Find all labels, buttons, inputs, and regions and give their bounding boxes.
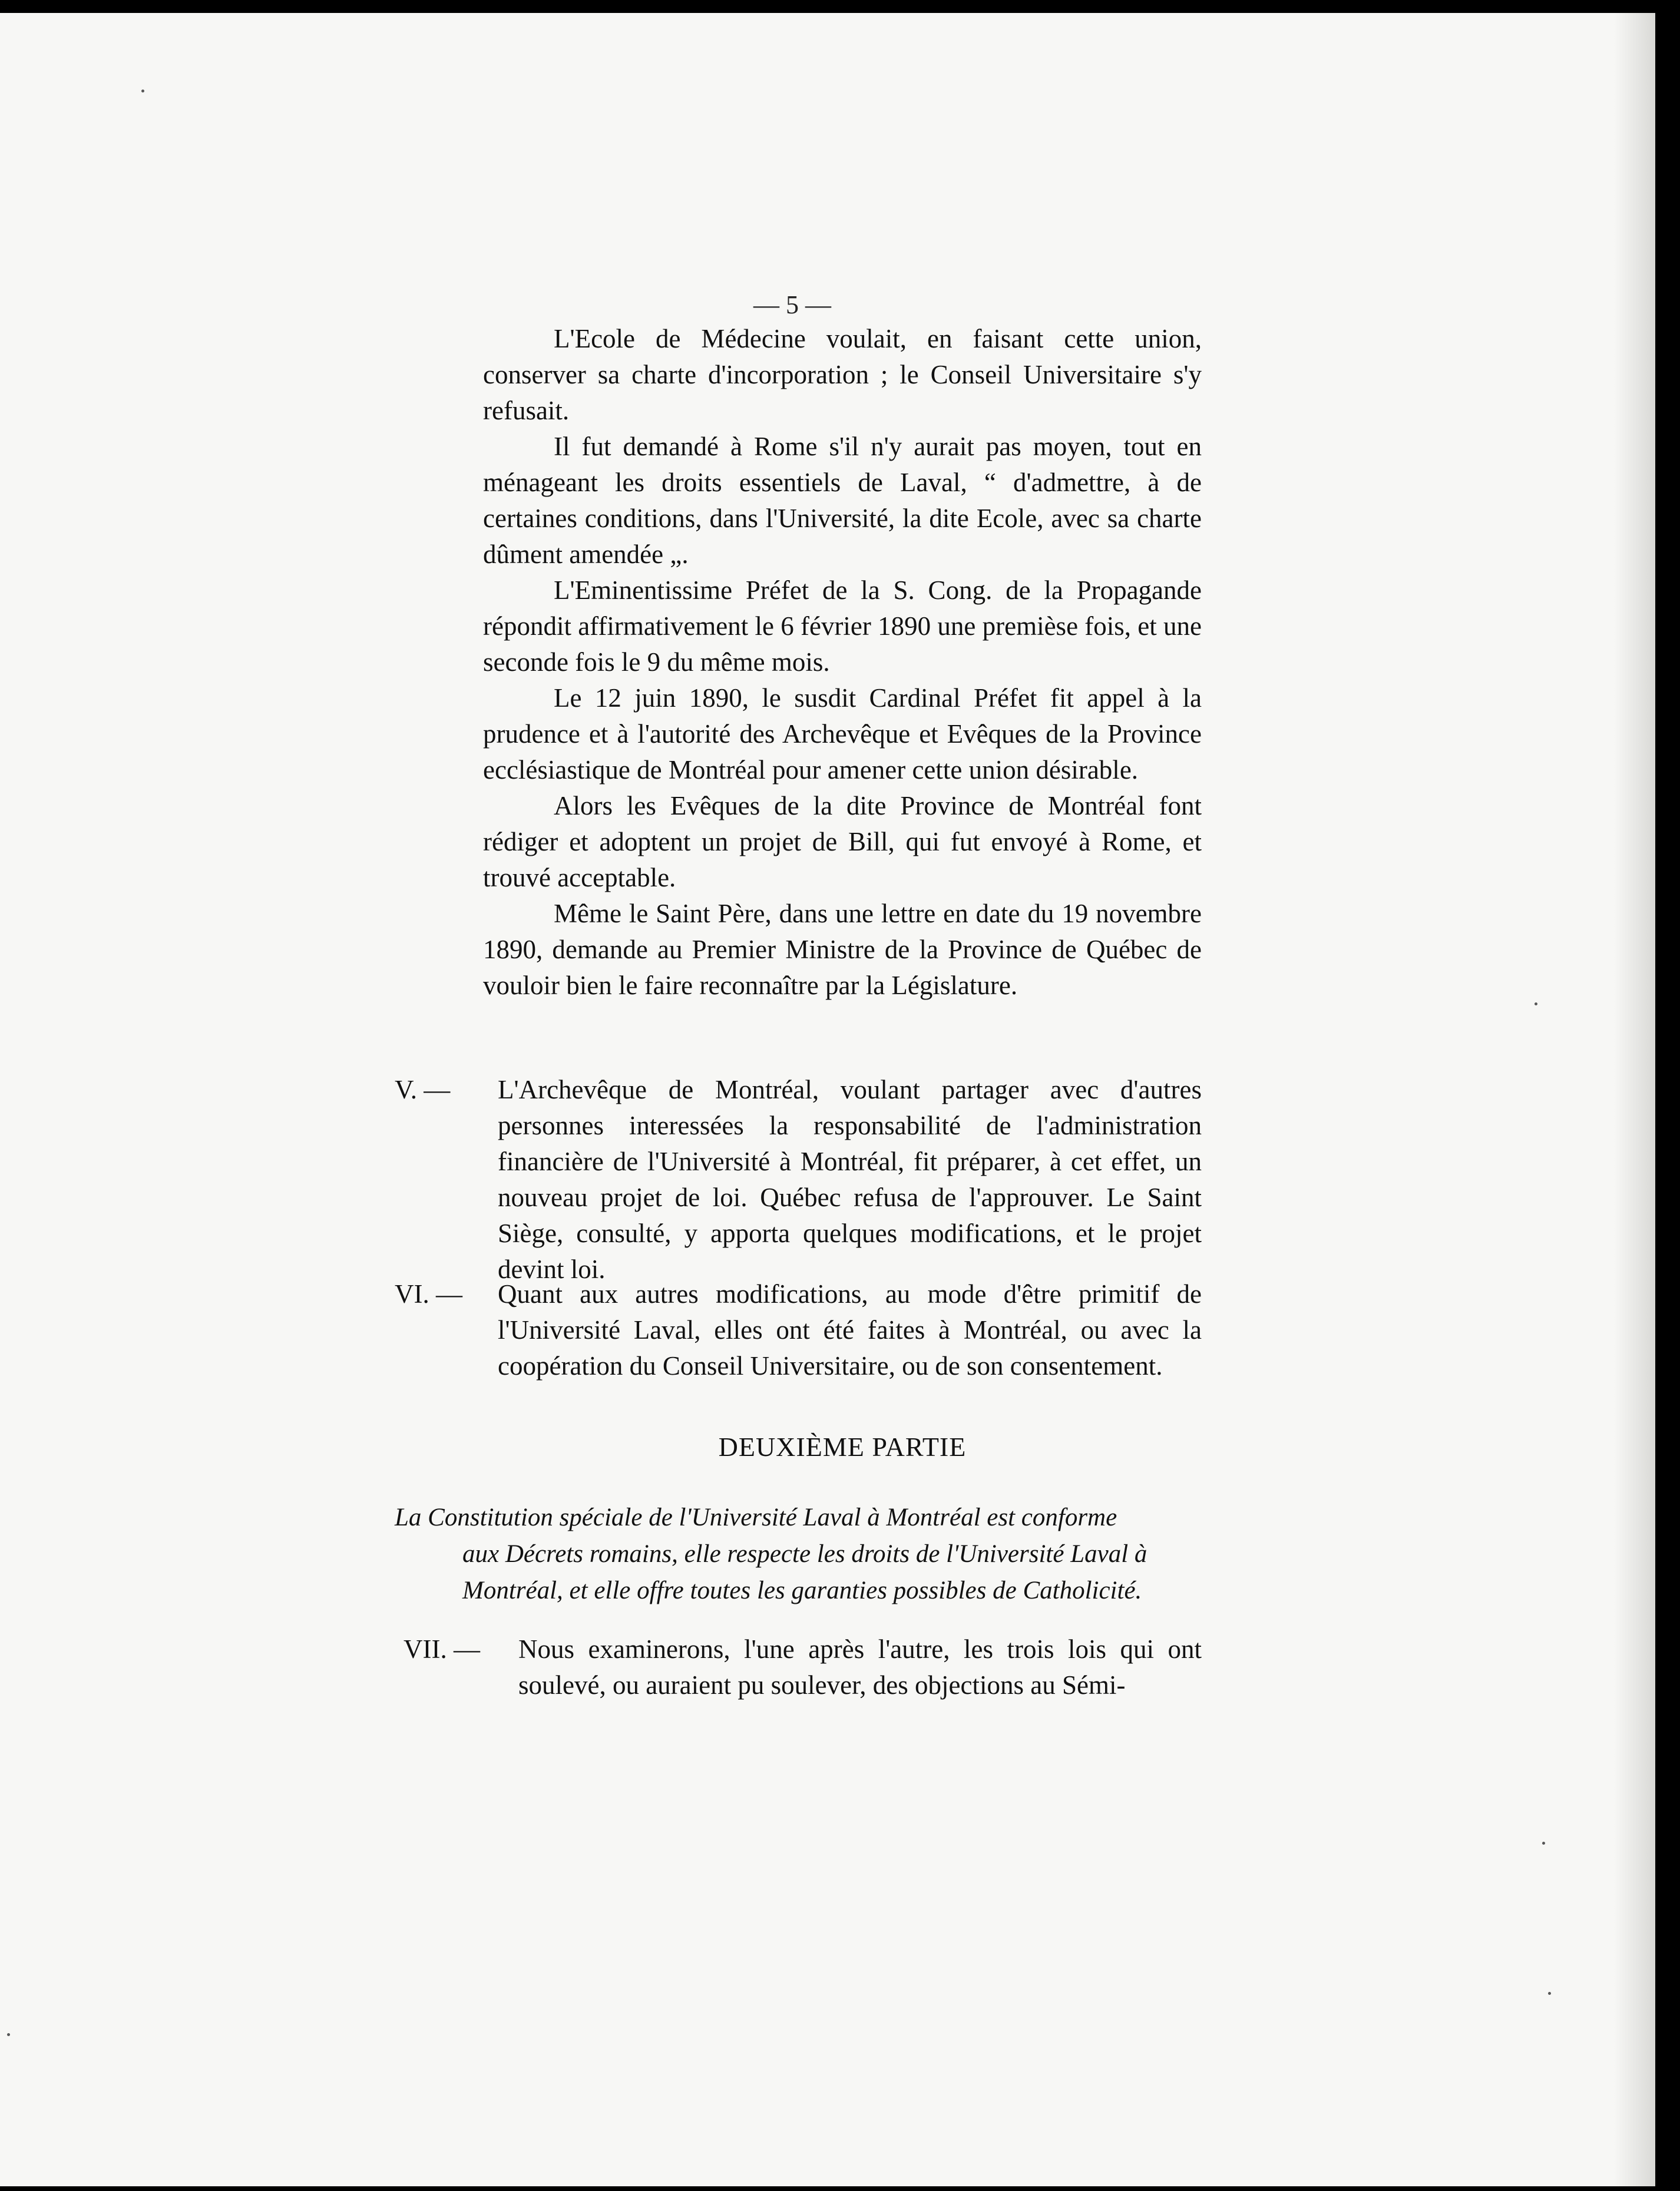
section-vi [395,1276,1202,1384]
section-vii [404,1631,1202,1703]
section-text: L'Archevêque de Montréal, voulant partager avec d'autres personnes interessées la responsabilité de l'administration financière de l'Université à Montréal, fit préparer, à cet effet, un nouveau projet de loi. Québec refusa de l'approuver. Le Saint Siège, consulté, y apporta quelques modifications, et le projet devint loi. [498,1075,1202,1284]
summary-line: Montréal, et elle offre toutes les garanties possibles de Catholicité. [462,1577,1142,1604]
paragraph: Le 12 juin 1890, le susdit Cardinal Préfet fit appel à la prudence et à l'autorité des Archevêque et Evêques de la Province ecclésiastique de Montréal pour amener cette union désirable. [483,683,1202,785]
section-number: V. — [395,1075,451,1104]
section-text: Quant aux autres modifications, au mode d'être primitif de l'Université Laval, elles ont été faites à Montréal, ou avec la coopération du Conseil Universitaire, ou de son consentement. [498,1279,1202,1381]
scan-speck [7,2033,10,2036]
summary-line: aux Décrets romains, elle respecte les droits de l'Université Laval à [462,1540,1147,1568]
paragraph: Alors les Evêques de la dite Province de Montréal font rédiger et adoptent un projet de Bill, qui fut envoyé à Rome, et trouvé acceptable. [483,791,1202,892]
paragraph: Il fut demandé à Rome s'il n'y aurait pas moyen, tout en ménageant les droits essentiels de Laval, “ d'admettre, à de certaines conditions, dans l'Université, la dite Ecole, avec sa charte dûment amendée „. [483,432,1202,569]
part-heading: DEUXIÈME PARTIE [718,1432,967,1462]
summary-line: La Constitution spéciale de l'Université Laval à Montréal est conforme [395,1504,1117,1531]
intro-paragraphs [483,321,1202,1004]
paragraph: Même le Saint Père, dans une lettre en date du 19 novembre 1890, demande au Premier Ministre de la Province de Québec de vouloir bien le faire reconnaître par la Législature. [483,899,1202,1000]
document-page [0,13,1655,2186]
section-v [395,1072,1202,1288]
page-edge-shadow [1614,13,1655,2186]
scan-speck [141,90,144,92]
scan-speck [1535,1002,1537,1005]
scan-speck [1548,1992,1551,1995]
paragraph: L'Ecole de Médecine voulait, en faisant cette union, conserver sa charte d'incorporation ; le Conseil Universitaire s'y refusait. [483,324,1202,425]
scan-speck [1542,1842,1545,1845]
section-number: VII. — [404,1634,480,1664]
paragraph: L'Eminentissime Préfet de la S. Cong. de la Propagande répondit affirmativement le 6 février 1890 une premièse fois, et une seconde fois le 9 du même mois. [483,575,1202,677]
page-number: — 5 — [753,290,831,319]
part-summary [395,1500,1208,1609]
section-text: Nous examinerons, l'une après l'autre, les trois lois qui ont soulevé, ou auraient pu soulever, des objections au Sémi- [518,1634,1202,1700]
section-number: VI. — [395,1279,462,1309]
